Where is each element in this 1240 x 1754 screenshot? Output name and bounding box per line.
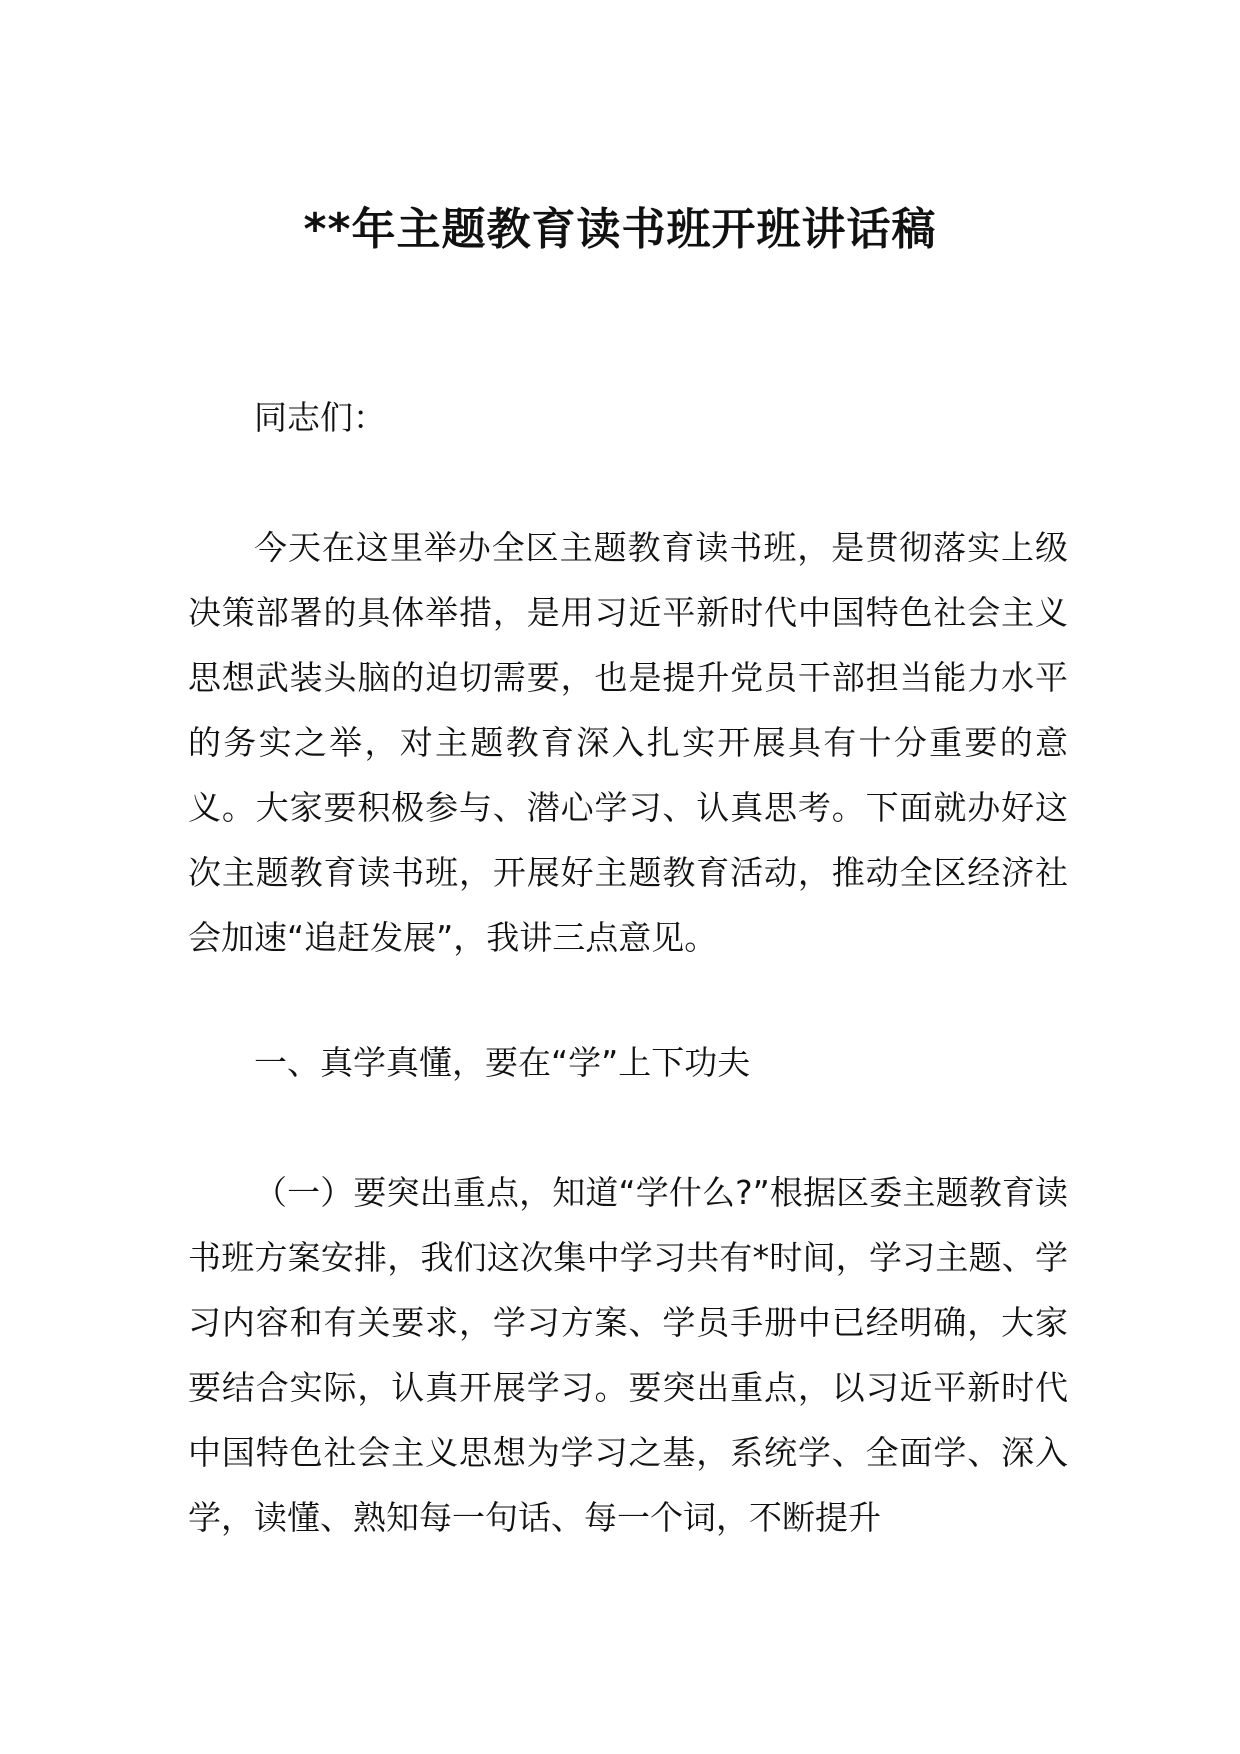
paragraph-opening: 今天在这里举办全区主题教育读书班，是贯彻落实上级决策部署的具体举措，是用习近平新时代中国特色社会主义思想武装头脑的迫切需要，也是提升党员干部担当能力水平的务实之举，对主题教育深入扎实开展具有十分重要的意义。大家要积极参与、潜心学习、认真思考。下面就办好这次主题教育读书班，开展好主题教育活动，推动全区经济社会加速“追赶发展”，我讲三点意见。: [188, 528, 1068, 957]
salutation: 同志们：: [254, 398, 386, 437]
document-title: **年主题教育读书班开班讲话稿: [303, 204, 937, 255]
section-heading-1: 一、真学真懂，要在“学”上下功夫: [254, 1043, 751, 1082]
paragraph-section-1-point-1: （一）要突出重点，知道“学什么?”根据区委主题教育读书班方案安排，我们这次集中学习共有*时间，学习主题、学习内容和有关要求，学习方案、学员手册中已经明确，大家要结合实际，认真开展学习。要突出重点，以习近平新时代中国特色社会主义思想为学习之基，系统学、全面学、深入学，读懂、熟知每一句话、每一个词，不断提升: [188, 1173, 1068, 1537]
